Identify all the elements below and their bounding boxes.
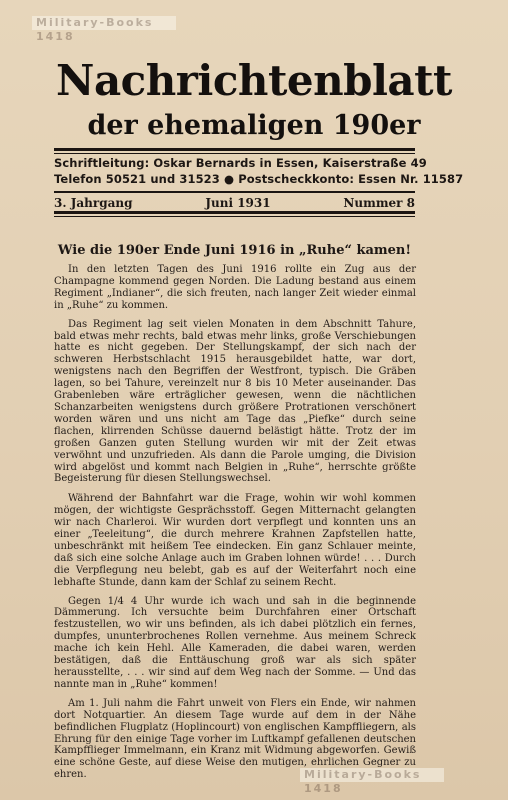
article-body — [54, 264, 416, 788]
article-paragraph: Während der Bahnfahrt war die Frage, wohin wir wohl kommen mögen, der wichtigste Gesprächsstoff. Gegen Mitternacht gelangten wir nach Charleroi. Wir wurden dort verpflegt und konnten uns an einer „Teeleitung“, die durch mehrere Krahnen Zapfstellen hatte, unbeschränkt mit heißem Tee eindecken. Ein ganz Schlauer meinte, daß sich eine solche Anlage auch im Graben lohnen würde! . . . Durch die Verpflegung neu belebt, gab es auf der Weiterfahrt noch eine lebhafte Stunde, dann kam der Schlaf zu seinem Recht. — [54, 493, 416, 588]
phone-line: Telefon 50521 und 31523 ● Postscheckkonto: Essen Nr. 11587 — [54, 172, 464, 186]
watermark-bottom: Military-Books 1418 — [300, 768, 444, 782]
article-paragraph: Am 1. Juli nahm die Fahrt unweit von Flers ein Ende, wir nahmen dort Notquartier. An diesem Tage wurde auf dem in der Nähe befindlichen Flugplatz (Hoplincourt) von englischen Kampffliegern, als Ehrung für den einige Tage vorher im Luftkampf gefallenen deutschen Kampfflieger Immelmann, ein Kranz mit Widmung abgeworfen. Gewiß eine schöne Geste, auf diese Weise den mutigen, ehrlichen Gegner zu ehren. — [54, 697, 416, 781]
masthead-rule-top-thin — [54, 153, 415, 154]
article-paragraph: In den letzten Tagen des Juni 1916 rollte ein Zug aus der Champagne kommend gegen Norden. Die Ladung bestand aus einem Regiment „Indianer“, die sich freuten, nach langer Zeit wieder einmal in „Ruhe“ zu kommen. — [54, 264, 416, 311]
masthead-subtitle: der ehemaligen 190er — [87, 110, 421, 141]
masthead-rule-middle — [54, 191, 415, 193]
article-paragraph: Das Regiment lag seit vielen Monaten in dem Abschnitt Tahure, bald etwas mehr rechts, bald etwas mehr links, große Verschiebungen hatte es nicht gegeben. Der Stellungskampf, der sich nach der schweren Herbstschlacht 1915 herausgebildet hatte, war dort, wenigstens nach den Begriffen der Westfront, typisch. Die Gräben lagen, so bei Tahure, vereinzelt nur 8 bis 10 Meter auseinander. Das Grabenleben wäre erträglicher gewesen, wenn die nächtlichen Schanzarbeiten wenigstens durch größere Protrationen verschönert worden wären und uns nicht am Tage das „Piefke“ durch seine flachen, klirrenden Schüsse dauernd belästigt hätte. Trotz der im großen Ganzen guten Stellung wurden wir mit der Zeit etwas verwöhnt und unzufrieden. Als dann die Parole umging, die Division wird abgelöst und kommt nach Belgien in „Ruhe“, herrschte größte Begeisterung für diesen Stellungswechsel. — [54, 318, 416, 485]
editor-line: Schriftleitung: Oskar Bernards in Essen, Kaiserstraße 49 — [54, 156, 427, 170]
issue-date: Juni 1931 — [205, 196, 271, 210]
masthead-rule-top — [54, 148, 415, 151]
issue-number: Nummer 8 — [343, 196, 415, 210]
article-headline: Wie die 190er Ende Juni 1916 in „Ruhe“ kamen! — [57, 243, 412, 258]
masthead-title: Nachrichtenblatt — [56, 56, 452, 105]
masthead-rule-bottom — [54, 211, 415, 214]
issue-volume: 3. Jahrgang — [54, 196, 133, 210]
masthead-rule-bottom-thin — [54, 216, 415, 217]
article-paragraph: Gegen 1/4 4 Uhr wurde ich wach und sah in die beginnende Dämmerung. Ich versuchte beim Durchfahren einer Ortschaft festzustellen, wo wir uns befinden, als ich dabei plötzlich ein fernes, dumpfes, ununterbrochenes Rollen vernehme. Aus meinem Schreck mache ich kein Hehl. Alle Kameraden, die dabei waren, werden bestätigen, daß die Enttäuschung groß war als sich später herausstellte, . . . wir sind auf dem Weg nach der Somme. — Und das nannte man in „Ruhe“ kommen! — [54, 595, 416, 690]
issue-info-row — [54, 195, 415, 211]
watermark-top: Military-Books 1418 — [32, 16, 176, 30]
